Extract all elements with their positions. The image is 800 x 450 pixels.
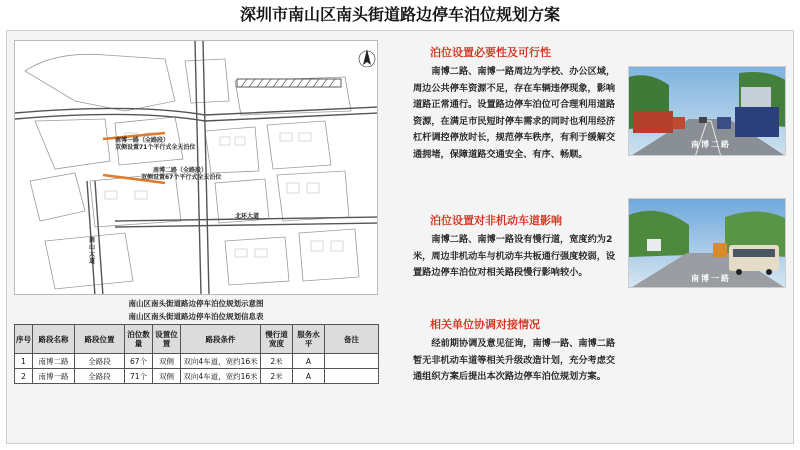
cell-road-name: 南博一路 [33,369,75,384]
cell-index: 1 [15,354,33,369]
cell-road-location: 全路段 [75,369,125,384]
nanshan-road-label-3: 大 [89,251,96,258]
cell-index: 2 [15,369,33,384]
cell-road-name: 南博二路 [33,354,75,369]
section-title-coordination: 相关单位协调对接情况 [430,318,540,331]
header-road-location: 路段位置 [75,325,125,354]
table-row [15,369,379,384]
nanshan-road-label-4: 道 [89,258,96,265]
cell-slow-lane-width: 2米 [261,354,293,369]
section-text-coordination: 经前期协调及意见征询，南博一路、南博二路暂无非机动车道等相关升级改造计划，充分考虑交通组织方案后提出本次路边停车泊位规划方案。 [413,338,616,383]
section-title-necessity: 泊位设置必要性及可行性 [430,46,551,59]
road1-desc-label: 双侧设置71个平行式全天泊位 [115,144,196,151]
header-placement: 设置位置 [153,325,181,354]
header-index: 序号 [15,325,33,354]
page-title: 深圳市南山区南头街道路边停车泊位规划方案 [239,5,560,24]
section-title-nonmotor-impact: 泊位设置对非机动车道影响 [430,214,562,227]
road2-name-label: 南博二路（全路段） [153,167,208,174]
nanshan-road-label-2: 山 [89,244,96,251]
cell-remarks [325,369,379,384]
cell-service-level: A [293,354,325,369]
cell-slow-lane-width: 2米 [261,369,293,384]
cell-road-condition: 双向4车道，宽约16米 [181,354,261,369]
header-slow-lane-width: 慢行道宽度 [261,325,293,354]
header-spot-count: 泊位数量 [125,325,153,354]
photo-nanbo-2nd-road [628,66,786,156]
parking-info-table [14,324,379,384]
parking-plan-map [14,40,378,295]
table-caption: 南山区南头街道路边停车泊位规划信息表 [128,312,264,321]
photo-caption-nanbo-2nd: 南博二路 [691,140,731,149]
road2-desc-label: 双侧设置67个平行式全天泊位 [141,174,222,181]
beihuan-road-label: 北环大道 [235,213,260,220]
section-text-necessity: 南博二路、南博一路周边为学校、办公区域，周边公共停车资源不足，存在车辆违停现象，影响道路正常通行。设置路边停车泊位可合理利用道路资源，在满足市民短时停车需求的同时也利用经济杠杆调控停放时长，规范停车秩序，有利于缓解交通拥堵，保障道路交通安全、有序、畅顺。 [413,66,616,160]
header-remarks: 备注 [325,325,379,354]
cell-road-condition: 双向4车道，宽约16米 [181,369,261,384]
table-header-row [15,325,379,354]
cell-spot-count: 67个 [125,354,153,369]
cell-spot-count: 71个 [125,369,153,384]
header-road-condition: 路段条件 [181,325,261,354]
section-text-nonmotor-impact: 南博二路、南博一路设有慢行道，宽度约为2米，周边非机动车与机动车共板通行强度较弱，设置路边停车泊位对相关路段慢行影响较小。 [413,234,616,279]
cell-placement: 双侧 [153,354,181,369]
cell-road-location: 全路段 [75,354,125,369]
cell-service-level: A [293,369,325,384]
map-caption: 南山区南头街道路边停车泊位规划示意图 [128,299,264,308]
road1-name-label: 南博一路（全路段） [115,137,170,144]
cell-remarks [325,354,379,369]
photo-caption-nanbo-1st: 南博一路 [691,274,731,283]
header-road-name: 路段名称 [33,325,75,354]
cell-placement: 双侧 [153,369,181,384]
header-service-level: 服务水平 [293,325,325,354]
nanshan-road-label-1: 南 [89,237,96,244]
table-row [15,354,379,369]
photo-nanbo-1st-road [628,198,786,288]
